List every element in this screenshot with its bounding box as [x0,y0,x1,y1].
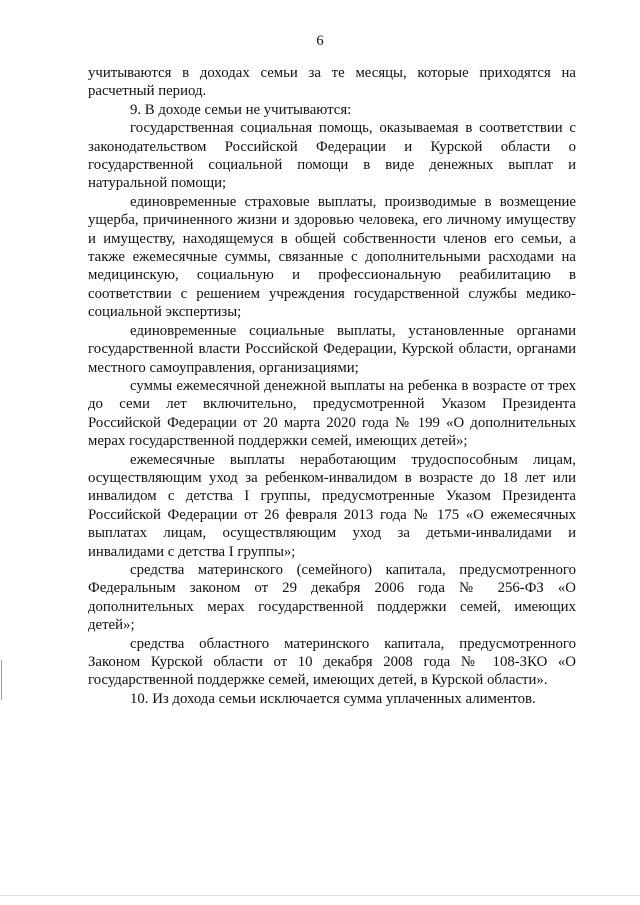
paragraph-clause-10: 10. Из дохода семьи исключается сумма уплаченных алиментов. [130,690,536,707]
scan-bottom-edge [0,895,640,896]
paragraph-state-social-aid: государственная социальная помощь, оказываемая в соответствии с законодательством Российской Федерации и Курской области о государственной социальной помощи в виде денежных выплат и натуральной помощи; [88,120,576,192]
paragraph-insurance-payments: единовременные страховые выплаты, производимые в возмещение ущерба, причиненного жизни и здоровью человека, его личному имуществу и имуществу, находящемуся в общей собственности членов его семьи, а также ежемесячные суммы, связанные с дополнительными расходами на медицинскую, социальную и профессиональную реабилитацию в соответствии с решением учреждения государственной службы медико-социальной экспертизы; [88,193,576,321]
document-body [88,64,576,708]
paragraph-one-time-social-payments: единовременные социальные выплаты, установленные органами государственной власти Российской Федерации, Курской области, органами местного самоуправления, организациями; [88,322,576,376]
paragraph-monthly-child-payment: суммы ежемесячной денежной выплаты на ребенка в возрасте от трех до семи лет включительно, предусмотренной Указом Президента Российской Федерации от 20 марта 2020 года № 199 «О дополнительных мерах государственной поддержки семей, имеющих детей»; [88,377,576,450]
paragraph-regional-maternity-capital: средства областного материнского капитала, предусмотренного Законом Курской области от 10 декабря 2008 года № 108-ЗКО «О государственной поддержке семей, имеющих детей, в Курской области». [88,635,576,689]
paragraph-maternity-capital: средства материнского (семейного) капитала, предусмотренного Федеральным законом от 29 декабря 2006 года № 256-ФЗ «О дополнительных мерах государственной поддержки семей, имеющих детей»; [88,561,576,634]
scan-margin-mark [1,660,2,700]
paragraph-continuation: учитываются в доходах семьи за те месяцы, которые приходятся на расчетный период. [88,65,576,100]
paragraph-caregiver-payments: ежемесячные выплаты неработающим трудоспособным лицам, осуществляющим уход за ребенком-инвалидом в возрасте до 18 лет или инвалидом с детства I группы, предусмотренные Указом Президента Российской Федерации от 26 февраля 2013 года № 175 «О ежемесячных выплатах лицам, осуществляющим уход за детьми-инвалидами и инвалидами с детства I группы»; [88,451,576,560]
paragraph-clause-9: 9. В доходе семьи не учитываются: [130,101,352,118]
page-number: 6 [316,33,324,49]
